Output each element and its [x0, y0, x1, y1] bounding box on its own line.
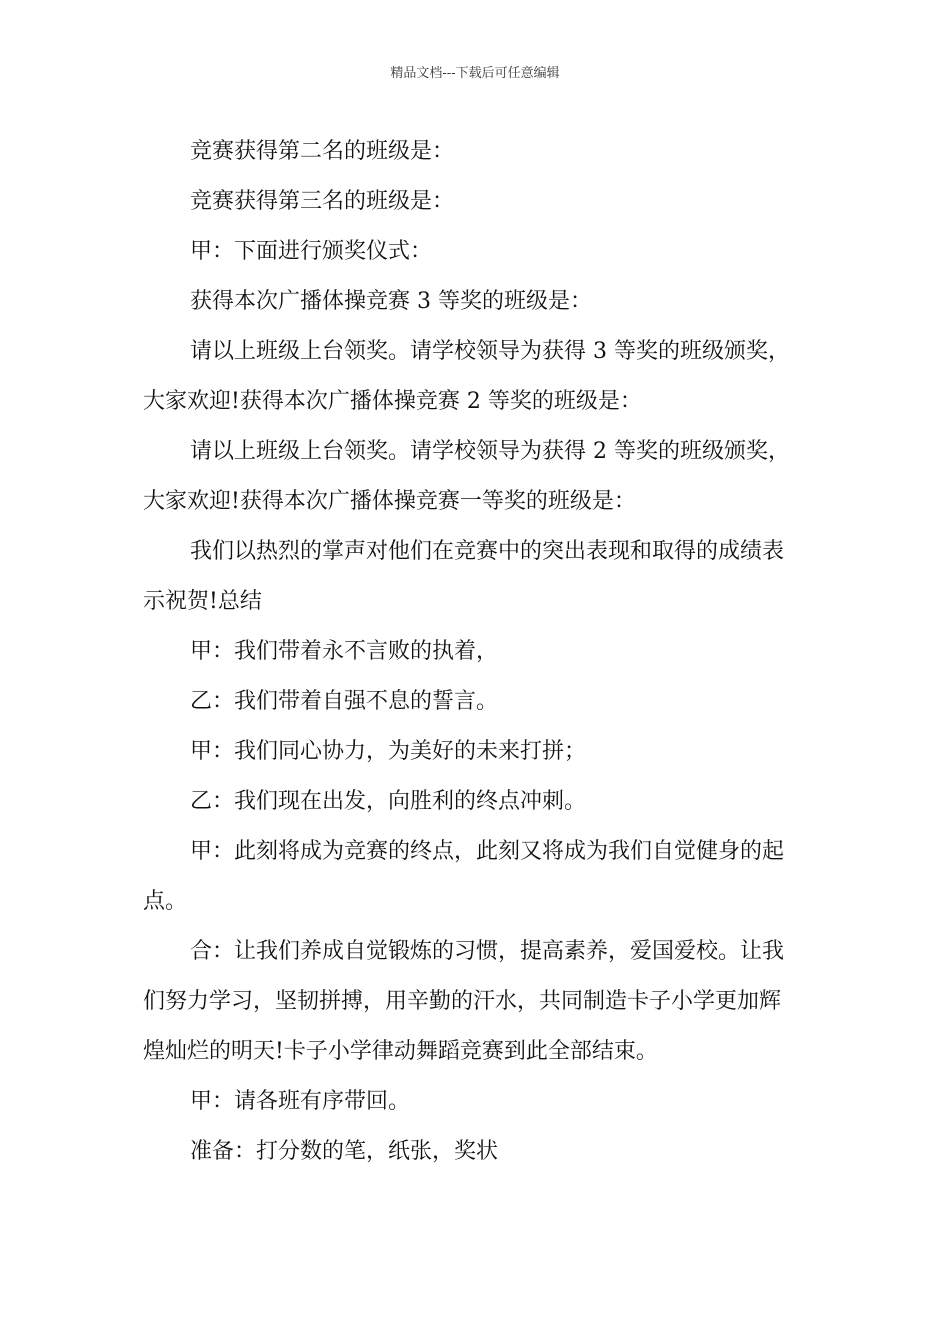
text-line: 煌灿烂的明天!卡子小学律动舞蹈竞赛到此全部结束。 — [143, 1039, 658, 1064]
text-line: 示祝贺!总结 — [143, 589, 262, 614]
text-line: 甲：此刻将成为竞赛的终点，此刻又将成为我们自觉健身的起 — [190, 839, 785, 864]
text-line: 甲：下面进行颁奖仪式： — [190, 239, 433, 264]
text-line: 乙：我们带着自强不息的誓言。 — [190, 689, 499, 714]
text-line: 请以上班级上台领奖。请学校领导为获得 3 等奖的班级颁奖， — [190, 339, 790, 364]
text-line: 准备：打分数的笔，纸张，奖状 — [190, 1139, 499, 1164]
text-line: 竞赛获得第三名的班级是： — [190, 189, 455, 214]
text-line: 请以上班级上台领奖。请学校领导为获得 2 等奖的班级颁奖， — [190, 439, 790, 464]
text-line: 合：让我们养成自觉锻炼的习惯，提高素养，爱国爱校。让我 — [190, 939, 785, 964]
text-line: 甲：请各班有序带回。 — [190, 1089, 411, 1114]
text-line: 大家欢迎!获得本次广播体操竞赛一等奖的班级是： — [143, 489, 636, 514]
text-line: 甲：我们带着永不言败的执着， — [190, 639, 499, 664]
text-line: 乙：我们现在出发，向胜利的终点冲刺。 — [190, 789, 587, 814]
text-line: 点。 — [143, 889, 188, 914]
page-header: 精品文档---下载后可任意编辑 — [390, 66, 560, 81]
text-line: 获得本次广播体操竞赛 3 等奖的班级是： — [190, 289, 592, 314]
text-line: 们努力学习，坚韧拼搏，用辛勤的汗水，共同制造卡子小学更加辉 — [143, 989, 782, 1014]
text-line: 甲：我们同心协力，为美好的未来打拼； — [190, 739, 587, 764]
text-line: 竞赛获得第二名的班级是： — [190, 139, 455, 164]
text-line: 大家欢迎!获得本次广播体操竞赛 2 等奖的班级是： — [143, 389, 642, 414]
text-line: 我们以热烈的掌声对他们在竞赛中的突出表现和取得的成绩表 — [190, 539, 785, 564]
